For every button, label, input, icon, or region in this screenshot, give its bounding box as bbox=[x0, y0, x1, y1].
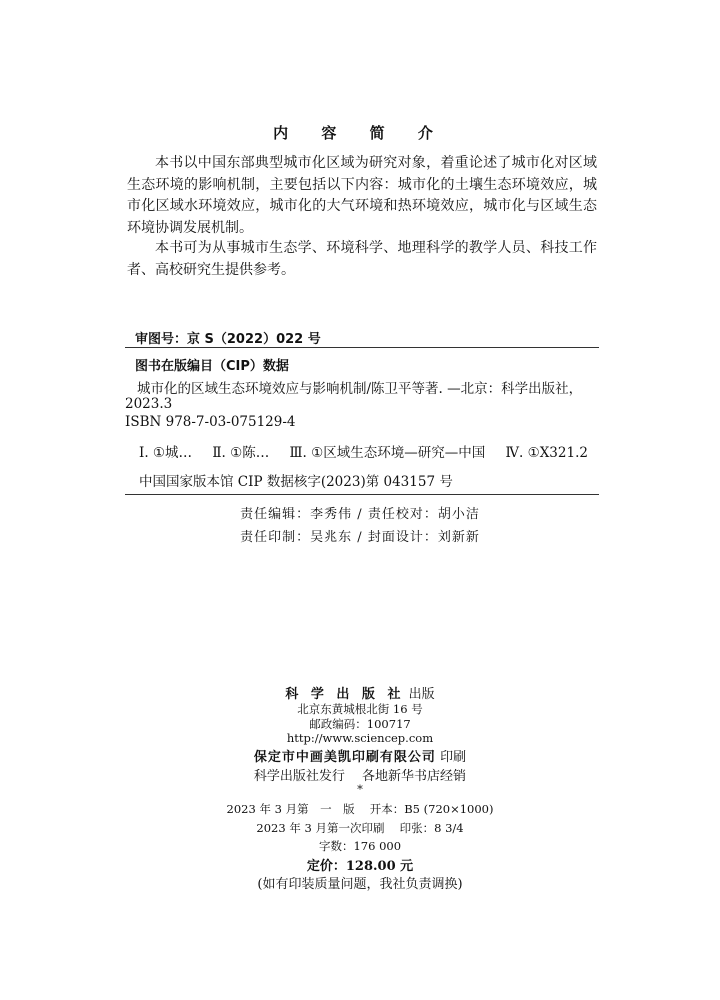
printer-suffix: 印刷 bbox=[440, 750, 467, 765]
publisher-website: http://www.sciencep.com bbox=[286, 731, 434, 745]
cip-isbn: ISBN 978-7-03-075129-4 bbox=[125, 414, 296, 430]
distribution-line: 科学出版社发行 各地新华书店经销 bbox=[253, 769, 467, 784]
editors-line-1: 责任编辑：李秀伟 / 责任校对：胡小洁 bbox=[240, 507, 480, 522]
cip-record-number: 中国国家版本馆 CIP 数据核字(2023)第 043157 号 bbox=[139, 474, 453, 490]
printer-line bbox=[0, 746, 720, 765]
approval-number: 审图号：京 S（2022）022 号 bbox=[135, 332, 321, 347]
classification-item: Ⅲ. ①区域生态环境—研究—中国 bbox=[289, 445, 486, 461]
separator-asterisk: * bbox=[357, 782, 363, 796]
cip-classification bbox=[139, 441, 604, 461]
divider-bottom bbox=[125, 494, 599, 495]
publisher-name: 科 学 出 版 社 bbox=[285, 687, 405, 702]
classification-item: Ⅱ. ①陈… bbox=[212, 445, 270, 461]
price: 定价：128.00 元 bbox=[306, 859, 414, 874]
quality-notice: (如有印装质量问题，我社负责调换) bbox=[257, 877, 463, 892]
word-count: 字数：176 000 bbox=[318, 839, 402, 853]
printing-line: 2023 年 3 月第一次印刷 印张：8 3/4 bbox=[256, 821, 464, 835]
edition-line: 2023 年 3 月第 一 版 开本：B5 (720×1000) bbox=[226, 802, 494, 816]
classification-item: Ⅳ. ①X321.2 bbox=[505, 445, 588, 461]
divider-top bbox=[125, 347, 599, 348]
cip-entry-line-2: 2023.3 bbox=[125, 396, 173, 412]
summary-paragraph-1: 本书以中国东部典型城市化区域为研究对象，着重论述了城市化对区域生态环境的影响机制，主要包括以下内容：城市化的土壤生态环境效应，城市化区域水环境效应，城市化的大气环境和热环境效应，城市化与区域生态环境协调发展机制。 bbox=[127, 155, 597, 236]
cip-heading: 图书在版编目（CIP）数据 bbox=[135, 359, 289, 374]
publisher-address: 北京东黄城根北街 16 号 bbox=[297, 702, 423, 716]
editors-line-2: 责任印制：吴兆东 / 封面设计：刘新新 bbox=[240, 530, 480, 545]
publisher-suffix: 出版 bbox=[408, 687, 435, 702]
classification-item: Ⅰ. ①城… bbox=[139, 445, 193, 461]
cip-entry-line-1: 城市化的区域生态环境效应与影响机制/陈卫平等著. —北京：科学出版社， bbox=[137, 381, 583, 397]
summary-paragraph-2: 本书可为从事城市生态学、环境科学、地理科学的教学人员、科技工作者、高校研究生提供参考。 bbox=[127, 240, 597, 278]
publisher-postcode: 邮政编码：100717 bbox=[309, 717, 411, 731]
publisher-line bbox=[0, 683, 720, 702]
printer-name: 保定市中画美凯印刷有限公司 bbox=[253, 750, 436, 765]
summary-title: 内 容 简 介 bbox=[273, 124, 447, 142]
